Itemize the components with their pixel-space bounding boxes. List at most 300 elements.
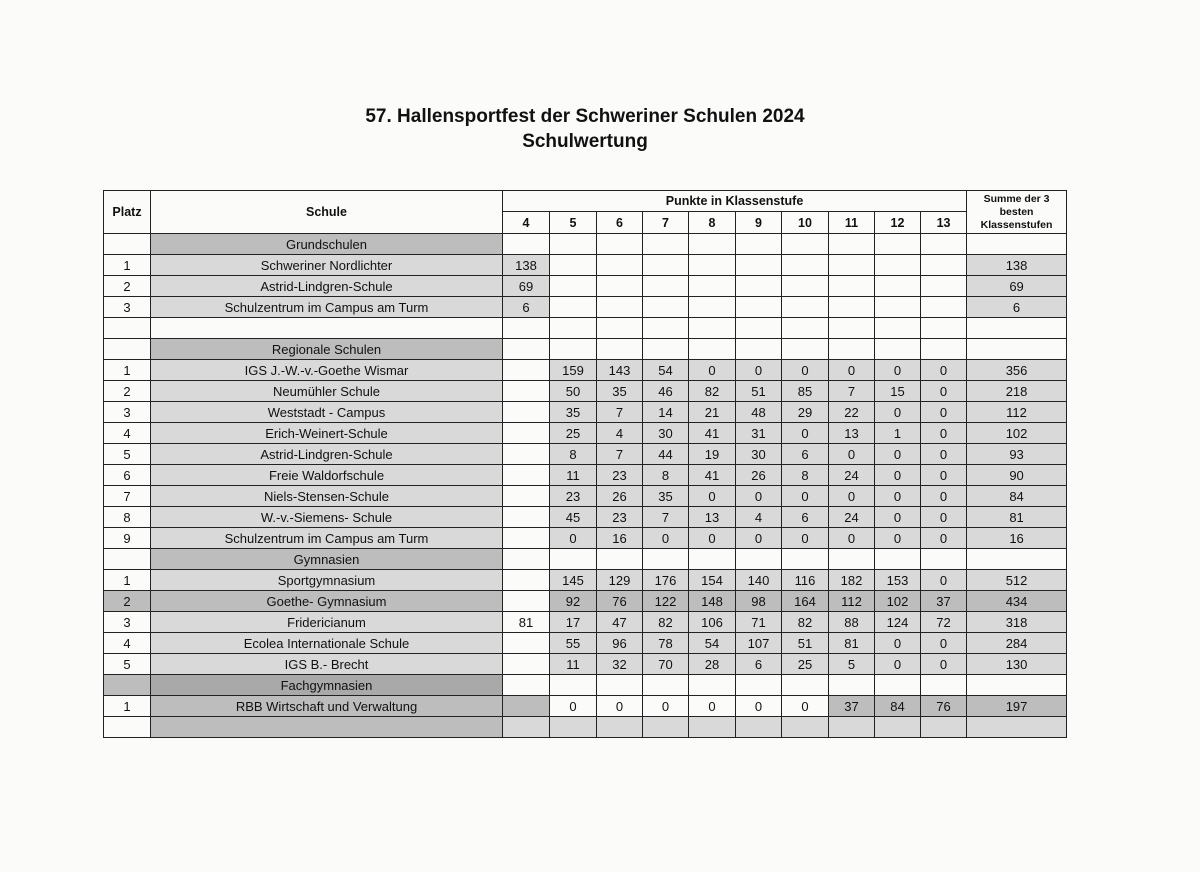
points-cell-grade-12: 0 <box>875 444 921 465</box>
points-cell-grade-5: 11 <box>550 654 597 675</box>
section-empty-cell <box>967 234 1067 255</box>
table-row <box>104 486 1067 507</box>
section-empty-cell <box>689 675 736 696</box>
grade-header-7: 7 <box>643 212 689 234</box>
points-cell-grade-9: 0 <box>736 360 782 381</box>
section-label: Gymnasien <box>151 549 503 570</box>
table-row <box>104 276 1067 297</box>
school-name: Niels-Stensen-Schule <box>151 486 503 507</box>
points-cell-grade-10: 0 <box>782 528 829 549</box>
school-name: Schweriner Nordlichter <box>151 255 503 276</box>
points-cell-grade-6: 143 <box>597 360 643 381</box>
table-row <box>104 633 1067 654</box>
points-cell-grade-13 <box>921 276 967 297</box>
points-cell-grade-5: 92 <box>550 591 597 612</box>
points-cell-grade-4 <box>503 465 550 486</box>
section-empty-cell <box>829 549 875 570</box>
points-cell-grade-8: 54 <box>689 633 736 654</box>
points-cell-grade-4: 138 <box>503 255 550 276</box>
school-name: Sportgymnasium <box>151 570 503 591</box>
spacer-cell <box>689 717 736 738</box>
spacer-row <box>104 318 1067 339</box>
points-cell-grade-9: 31 <box>736 423 782 444</box>
place-cell: 2 <box>104 381 151 402</box>
place-cell: 4 <box>104 633 151 654</box>
points-cell-grade-12: 0 <box>875 528 921 549</box>
table-row <box>104 360 1067 381</box>
section-empty-cell <box>689 339 736 360</box>
section-label: Grundschulen <box>151 234 503 255</box>
spacer-cell <box>782 717 829 738</box>
points-cell-grade-6: 129 <box>597 570 643 591</box>
points-cell-grade-6: 35 <box>597 381 643 402</box>
section-empty-cell <box>875 234 921 255</box>
points-cell-grade-4: 6 <box>503 297 550 318</box>
points-cell-grade-10: 85 <box>782 381 829 402</box>
points-cell-grade-11: 0 <box>829 444 875 465</box>
table-body <box>104 234 1067 738</box>
section-empty-cell <box>503 549 550 570</box>
place-cell: 2 <box>104 591 151 612</box>
points-cell-grade-7: 176 <box>643 570 689 591</box>
section-empty-cell <box>921 549 967 570</box>
school-name: Schulzentrum im Campus am Turm <box>151 528 503 549</box>
section-empty-cell <box>503 234 550 255</box>
points-cell-grade-12: 153 <box>875 570 921 591</box>
grade-header-13: 13 <box>921 212 967 234</box>
points-cell-grade-9 <box>736 276 782 297</box>
points-cell-grade-11: 22 <box>829 402 875 423</box>
sum-cell: 130 <box>967 654 1067 675</box>
points-cell-grade-9 <box>736 255 782 276</box>
points-cell-grade-9: 0 <box>736 486 782 507</box>
section-empty-cell <box>736 549 782 570</box>
document-subtitle: Schulwertung <box>522 131 648 152</box>
points-cell-grade-12: 0 <box>875 654 921 675</box>
spacer-cell <box>829 318 875 339</box>
spacer-cell <box>550 717 597 738</box>
title-block <box>0 104 1170 154</box>
points-cell-grade-4 <box>503 507 550 528</box>
points-cell-grade-13: 76 <box>921 696 967 717</box>
points-cell-grade-12: 0 <box>875 402 921 423</box>
spacer-cell <box>967 318 1067 339</box>
points-cell-grade-5: 11 <box>550 465 597 486</box>
school-name: Ecolea Internationale Schule <box>151 633 503 654</box>
sum-cell: 84 <box>967 486 1067 507</box>
school-name: Neumühler Schule <box>151 381 503 402</box>
grade-header-4: 4 <box>503 212 550 234</box>
section-empty-cell <box>782 339 829 360</box>
sum-cell: 284 <box>967 633 1067 654</box>
section-row <box>104 339 1067 360</box>
spacer-cell <box>104 318 151 339</box>
results-table <box>103 190 1067 738</box>
points-cell-grade-10: 164 <box>782 591 829 612</box>
section-empty-cell <box>550 675 597 696</box>
points-cell-grade-4 <box>503 402 550 423</box>
spacer-cell <box>782 318 829 339</box>
section-place-cell <box>104 234 151 255</box>
points-cell-grade-5: 17 <box>550 612 597 633</box>
school-name: Astrid-Lindgren-Schule <box>151 276 503 297</box>
table-row <box>104 696 1067 717</box>
spacer-row <box>104 717 1067 738</box>
points-cell-grade-4 <box>503 360 550 381</box>
points-cell-grade-10: 0 <box>782 486 829 507</box>
points-cell-grade-11 <box>829 297 875 318</box>
place-cell: 5 <box>104 444 151 465</box>
points-cell-grade-13: 0 <box>921 444 967 465</box>
table-row <box>104 570 1067 591</box>
place-cell: 5 <box>104 654 151 675</box>
section-empty-cell <box>550 549 597 570</box>
points-cell-grade-11: 81 <box>829 633 875 654</box>
points-cell-grade-5: 0 <box>550 528 597 549</box>
points-cell-grade-12 <box>875 276 921 297</box>
spacer-cell <box>921 717 967 738</box>
grade-header-5: 5 <box>550 212 597 234</box>
section-empty-cell <box>967 675 1067 696</box>
spacer-cell <box>875 318 921 339</box>
place-cell: 6 <box>104 465 151 486</box>
spacer-cell <box>829 717 875 738</box>
points-cell-grade-4 <box>503 528 550 549</box>
points-cell-grade-9: 4 <box>736 507 782 528</box>
sum-cell: 16 <box>967 528 1067 549</box>
points-cell-grade-10: 8 <box>782 465 829 486</box>
spacer-cell <box>597 318 643 339</box>
place-cell: 1 <box>104 696 151 717</box>
points-cell-grade-12: 124 <box>875 612 921 633</box>
points-cell-grade-10 <box>782 276 829 297</box>
section-row <box>104 234 1067 255</box>
section-empty-cell <box>503 339 550 360</box>
points-cell-grade-6: 96 <box>597 633 643 654</box>
place-cell: 3 <box>104 612 151 633</box>
points-cell-grade-13: 37 <box>921 591 967 612</box>
school-name: RBB Wirtschaft und Verwaltung <box>151 696 503 717</box>
section-empty-cell <box>875 339 921 360</box>
sum-cell: 102 <box>967 423 1067 444</box>
header-school: Schule <box>151 191 503 234</box>
points-cell-grade-8: 0 <box>689 486 736 507</box>
section-empty-cell <box>736 339 782 360</box>
points-cell-grade-12: 0 <box>875 360 921 381</box>
points-cell-grade-5: 0 <box>550 696 597 717</box>
points-cell-grade-8: 106 <box>689 612 736 633</box>
section-empty-cell <box>875 675 921 696</box>
points-cell-grade-5: 8 <box>550 444 597 465</box>
section-label: Regionale Schulen <box>151 339 503 360</box>
spacer-cell <box>503 717 550 738</box>
points-cell-grade-7: 54 <box>643 360 689 381</box>
points-cell-grade-10 <box>782 255 829 276</box>
points-cell-grade-8: 41 <box>689 465 736 486</box>
section-empty-cell <box>597 339 643 360</box>
place-cell: 9 <box>104 528 151 549</box>
points-cell-grade-9: 51 <box>736 381 782 402</box>
sum-cell: 138 <box>967 255 1067 276</box>
section-empty-cell <box>689 234 736 255</box>
points-cell-grade-6: 76 <box>597 591 643 612</box>
points-cell-grade-7 <box>643 255 689 276</box>
points-cell-grade-12 <box>875 297 921 318</box>
points-cell-grade-10: 0 <box>782 423 829 444</box>
points-cell-grade-5 <box>550 255 597 276</box>
place-cell: 3 <box>104 402 151 423</box>
points-cell-grade-12: 15 <box>875 381 921 402</box>
points-cell-grade-6 <box>597 297 643 318</box>
points-cell-grade-6: 32 <box>597 654 643 675</box>
place-cell: 7 <box>104 486 151 507</box>
points-cell-grade-7: 7 <box>643 507 689 528</box>
points-cell-grade-4 <box>503 696 550 717</box>
points-cell-grade-10: 0 <box>782 360 829 381</box>
points-cell-grade-7: 35 <box>643 486 689 507</box>
points-cell-grade-10: 6 <box>782 444 829 465</box>
section-row <box>104 549 1067 570</box>
school-name: Astrid-Lindgren-Schule <box>151 444 503 465</box>
sum-cell: 512 <box>967 570 1067 591</box>
points-cell-grade-12: 0 <box>875 465 921 486</box>
sum-cell: 112 <box>967 402 1067 423</box>
spacer-cell <box>643 318 689 339</box>
points-cell-grade-9: 6 <box>736 654 782 675</box>
points-cell-grade-13 <box>921 255 967 276</box>
points-cell-grade-4 <box>503 444 550 465</box>
section-empty-cell <box>829 234 875 255</box>
points-cell-grade-7: 78 <box>643 633 689 654</box>
points-cell-grade-5: 145 <box>550 570 597 591</box>
points-cell-grade-8: 0 <box>689 696 736 717</box>
spacer-cell <box>967 717 1067 738</box>
points-cell-grade-11: 5 <box>829 654 875 675</box>
spacer-cell <box>643 717 689 738</box>
sum-cell: 197 <box>967 696 1067 717</box>
points-cell-grade-13: 0 <box>921 486 967 507</box>
points-cell-grade-8: 148 <box>689 591 736 612</box>
points-cell-grade-9: 0 <box>736 696 782 717</box>
table-row <box>104 612 1067 633</box>
table-row <box>104 654 1067 675</box>
points-cell-grade-10: 25 <box>782 654 829 675</box>
sum-cell: 6 <box>967 297 1067 318</box>
points-cell-grade-9: 26 <box>736 465 782 486</box>
section-empty-cell <box>921 234 967 255</box>
points-cell-grade-7: 0 <box>643 528 689 549</box>
points-cell-grade-13: 0 <box>921 402 967 423</box>
points-cell-grade-7 <box>643 297 689 318</box>
points-cell-grade-7: 44 <box>643 444 689 465</box>
points-cell-grade-11: 0 <box>829 528 875 549</box>
sum-cell: 218 <box>967 381 1067 402</box>
points-cell-grade-4: 81 <box>503 612 550 633</box>
table-row <box>104 381 1067 402</box>
sum-cell: 69 <box>967 276 1067 297</box>
points-cell-grade-8 <box>689 297 736 318</box>
place-cell: 1 <box>104 570 151 591</box>
points-cell-grade-11: 0 <box>829 360 875 381</box>
points-cell-grade-7: 82 <box>643 612 689 633</box>
document-title: 57. Hallensportfest der Schweriner Schulen 2024 <box>365 106 805 127</box>
sum-cell: 81 <box>967 507 1067 528</box>
points-cell-grade-13: 0 <box>921 465 967 486</box>
section-empty-cell <box>643 675 689 696</box>
points-cell-grade-6: 47 <box>597 612 643 633</box>
points-cell-grade-10: 51 <box>782 633 829 654</box>
points-cell-grade-7: 14 <box>643 402 689 423</box>
grade-header-6: 6 <box>597 212 643 234</box>
section-empty-cell <box>782 549 829 570</box>
points-cell-grade-8: 19 <box>689 444 736 465</box>
spacer-cell <box>875 717 921 738</box>
points-cell-grade-7: 46 <box>643 381 689 402</box>
points-cell-grade-12: 0 <box>875 486 921 507</box>
points-cell-grade-11: 24 <box>829 507 875 528</box>
points-cell-grade-8: 21 <box>689 402 736 423</box>
points-cell-grade-5: 25 <box>550 423 597 444</box>
points-cell-grade-8: 0 <box>689 360 736 381</box>
spacer-cell <box>104 717 151 738</box>
points-cell-grade-10: 6 <box>782 507 829 528</box>
points-cell-grade-6: 23 <box>597 465 643 486</box>
school-name: Weststadt - Campus <box>151 402 503 423</box>
place-cell: 8 <box>104 507 151 528</box>
spacer-cell <box>736 717 782 738</box>
grade-header-11: 11 <box>829 212 875 234</box>
points-cell-grade-11: 112 <box>829 591 875 612</box>
points-cell-grade-7: 30 <box>643 423 689 444</box>
section-empty-cell <box>597 234 643 255</box>
section-empty-cell <box>967 549 1067 570</box>
table-row <box>104 591 1067 612</box>
spacer-cell <box>503 318 550 339</box>
points-cell-grade-4 <box>503 591 550 612</box>
points-cell-grade-11: 7 <box>829 381 875 402</box>
school-name: Freie Waldorfschule <box>151 465 503 486</box>
section-place-cell <box>104 549 151 570</box>
points-cell-grade-10 <box>782 297 829 318</box>
table-row <box>104 528 1067 549</box>
grade-header-9: 9 <box>736 212 782 234</box>
points-cell-grade-10: 82 <box>782 612 829 633</box>
header-place: Platz <box>104 191 151 234</box>
school-name: IGS J.-W.-v.-Goethe Wismar <box>151 360 503 381</box>
place-cell: 3 <box>104 297 151 318</box>
points-cell-grade-5: 55 <box>550 633 597 654</box>
points-cell-grade-11: 88 <box>829 612 875 633</box>
points-cell-grade-10: 116 <box>782 570 829 591</box>
points-cell-grade-7 <box>643 276 689 297</box>
section-place-cell <box>104 675 151 696</box>
place-cell: 2 <box>104 276 151 297</box>
points-cell-grade-11 <box>829 255 875 276</box>
school-name: Goethe- Gymnasium <box>151 591 503 612</box>
points-cell-grade-11: 37 <box>829 696 875 717</box>
points-cell-grade-13: 0 <box>921 507 967 528</box>
spacer-cell <box>550 318 597 339</box>
points-cell-grade-8: 13 <box>689 507 736 528</box>
points-cell-grade-5 <box>550 297 597 318</box>
points-cell-grade-4 <box>503 486 550 507</box>
points-cell-grade-10: 0 <box>782 696 829 717</box>
points-cell-grade-8: 28 <box>689 654 736 675</box>
points-cell-grade-12: 84 <box>875 696 921 717</box>
spacer-cell <box>151 717 503 738</box>
points-cell-grade-7: 70 <box>643 654 689 675</box>
points-cell-grade-9: 71 <box>736 612 782 633</box>
points-cell-grade-13: 0 <box>921 633 967 654</box>
school-name: IGS B.- Brecht <box>151 654 503 675</box>
points-cell-grade-12: 1 <box>875 423 921 444</box>
points-cell-grade-11 <box>829 276 875 297</box>
points-cell-grade-5: 23 <box>550 486 597 507</box>
points-cell-grade-12: 0 <box>875 507 921 528</box>
section-empty-cell <box>921 675 967 696</box>
points-cell-grade-4 <box>503 423 550 444</box>
spacer-cell <box>689 318 736 339</box>
table-header <box>104 191 1067 234</box>
table-row <box>104 465 1067 486</box>
points-cell-grade-13 <box>921 297 967 318</box>
section-place-cell <box>104 339 151 360</box>
table-row <box>104 402 1067 423</box>
points-cell-grade-9: 48 <box>736 402 782 423</box>
section-empty-cell <box>689 549 736 570</box>
points-cell-grade-6: 16 <box>597 528 643 549</box>
points-cell-grade-9: 140 <box>736 570 782 591</box>
spacer-cell <box>736 318 782 339</box>
section-empty-cell <box>597 549 643 570</box>
points-cell-grade-5 <box>550 276 597 297</box>
points-cell-grade-9: 98 <box>736 591 782 612</box>
section-empty-cell <box>550 234 597 255</box>
section-empty-cell <box>643 549 689 570</box>
points-cell-grade-13: 0 <box>921 528 967 549</box>
points-cell-grade-12: 0 <box>875 633 921 654</box>
place-cell: 1 <box>104 360 151 381</box>
school-name: W.-v.-Siemens- Schule <box>151 507 503 528</box>
section-empty-cell <box>829 675 875 696</box>
sum-cell: 93 <box>967 444 1067 465</box>
sum-cell: 318 <box>967 612 1067 633</box>
section-empty-cell <box>875 549 921 570</box>
section-label: Fachgymnasien <box>151 675 503 696</box>
points-cell-grade-9: 107 <box>736 633 782 654</box>
points-cell-grade-12: 102 <box>875 591 921 612</box>
points-cell-grade-4 <box>503 570 550 591</box>
points-cell-grade-11: 13 <box>829 423 875 444</box>
points-cell-grade-6: 26 <box>597 486 643 507</box>
sum-cell: 90 <box>967 465 1067 486</box>
points-cell-grade-5: 35 <box>550 402 597 423</box>
points-cell-grade-13: 0 <box>921 423 967 444</box>
points-cell-grade-11: 0 <box>829 486 875 507</box>
header-points: Punkte in Klassenstufe <box>503 191 967 212</box>
school-name: Fridericianum <box>151 612 503 633</box>
sum-cell: 434 <box>967 591 1067 612</box>
spacer-cell <box>597 717 643 738</box>
points-cell-grade-5: 159 <box>550 360 597 381</box>
points-cell-grade-9: 0 <box>736 528 782 549</box>
section-empty-cell <box>782 234 829 255</box>
points-cell-grade-8: 41 <box>689 423 736 444</box>
points-cell-grade-6: 0 <box>597 696 643 717</box>
points-cell-grade-6: 7 <box>597 444 643 465</box>
points-cell-grade-13: 72 <box>921 612 967 633</box>
points-cell-grade-8 <box>689 276 736 297</box>
